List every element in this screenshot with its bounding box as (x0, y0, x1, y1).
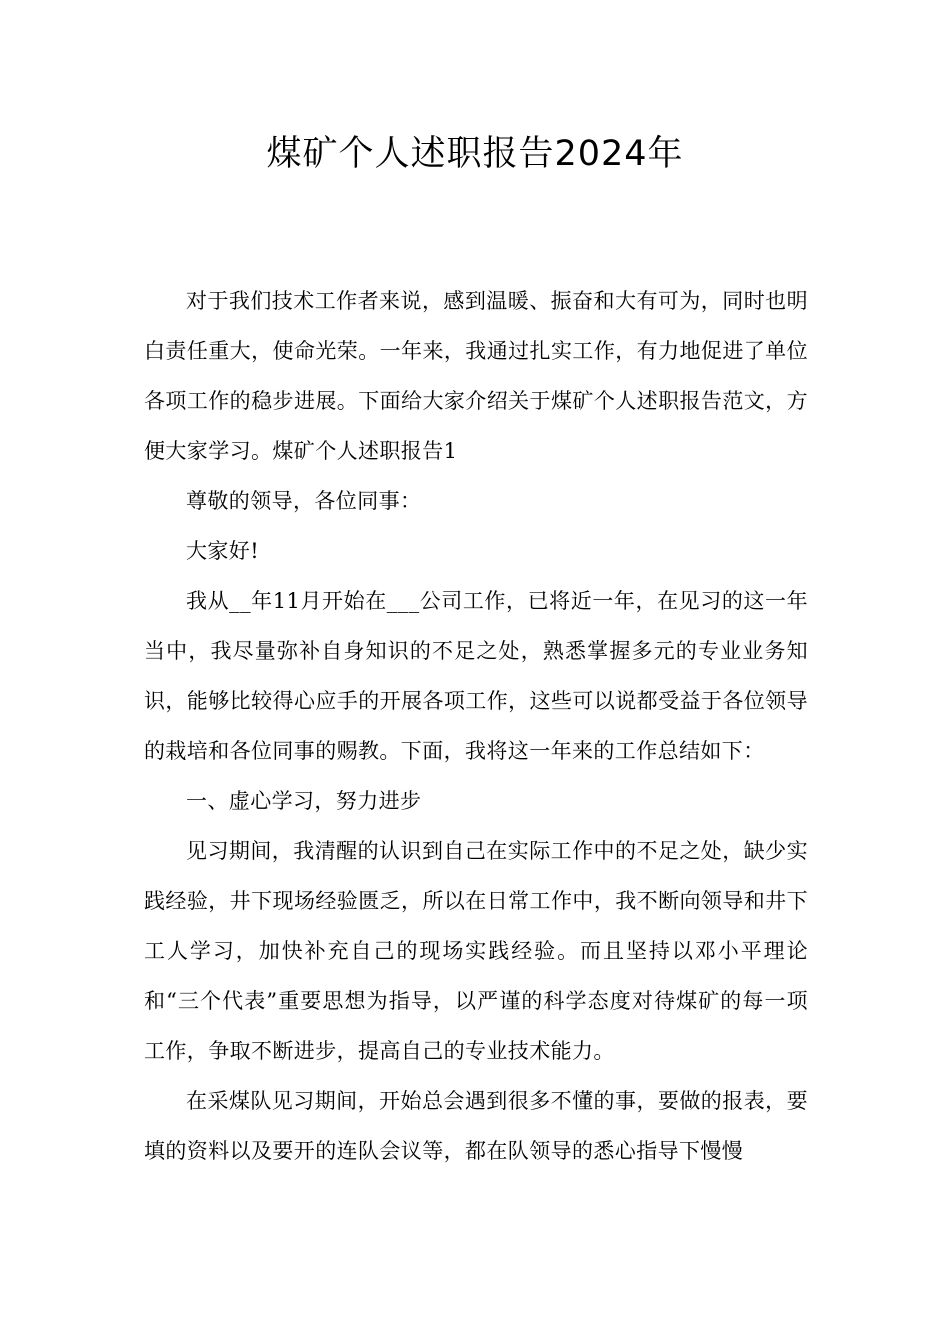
study-paragraph: 见习期间，我清醒的认识到自己在实际工作中的不足之处，缺少实践经验，井下现场经验匮乏，所以在日常工作中，我不断向领导和井下工人学习，加快补充自己的现场实践经验。而且坚持以邓小平理论和“三个代表”重要思想为指导，以严谨的科学态度对待煤矿的每一项工作，争取不断进步，提高自己的专业技术能力。 (144, 839, 808, 1063)
mining-team-paragraph: 在采煤队见习期间，开始总会遇到很多不懂的事，要做的报表，要填的资料以及要开的连队会议等，都在队领导的悉心指导下慢慢 (144, 1089, 808, 1163)
document-body (144, 276, 808, 1176)
overview-paragraph: 我从__年11月开始在___公司工作，已将近一年，在见习的这一年当中，我尽量弥补自身知识的不足之处，熟悉掌握多元的专业业务知识，能够比较得心应手的开展各项工作，这些可以说都受益于各位领导的栽培和各位同事的赐教。下面，我将这一年来的工作总结如下： (144, 589, 808, 763)
greeting-paragraph: 大家好! (186, 539, 260, 563)
section-heading: 一、虚心学习，努力进步 (186, 789, 422, 813)
intro-paragraph: 对于我们技术工作者来说，感到温暖、振奋和大有可为，同时也明白责任重大，使命光荣。一年来，我通过扎实工作，有力地促进了单位各项工作的稳步进展。下面给大家介绍关于煤矿个人述职报告范文，方便大家学习。煤矿个人述职报告1 (144, 289, 808, 463)
salutation-paragraph: 尊敬的领导，各位同事： (186, 489, 422, 513)
document-title: 煤矿个人述职报告2024年 (266, 134, 684, 174)
